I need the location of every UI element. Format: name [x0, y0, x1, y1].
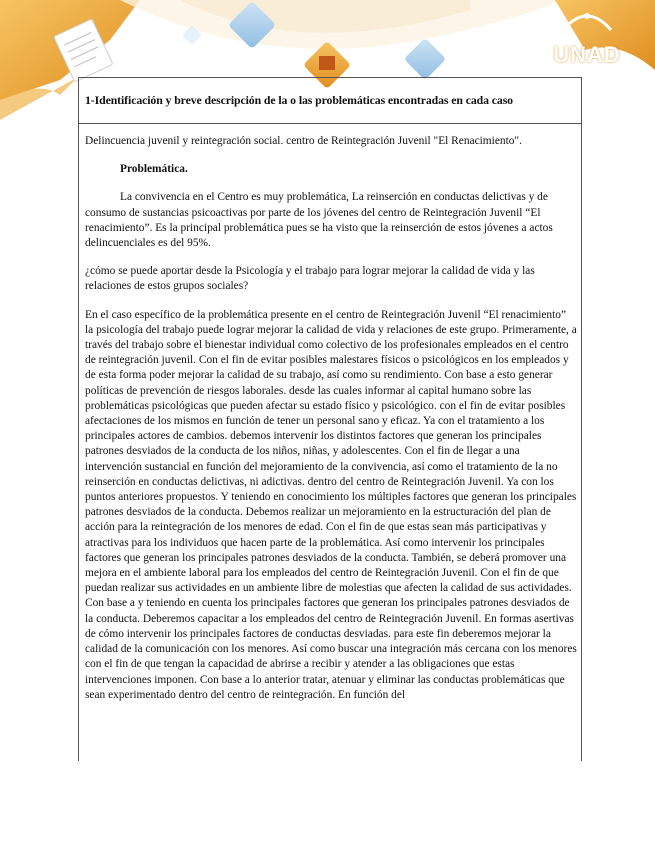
logo-subtitle-line2: Abierta y a Distancia	[561, 76, 613, 82]
document-frame	[78, 77, 582, 761]
logo-subtitle-line1: Universidad Nacional	[561, 69, 613, 75]
intro-text: Delincuencia juvenil y reintegración social. centro de Reintegración Juvenil "El Renacimiento".	[85, 135, 522, 147]
question-text: ¿cómo se puede aportar desde la Psicología y el trabajo para lograr mejorar la calidad de vida y las relaciones de estos grupos sociales?	[85, 265, 535, 293]
section-header	[79, 78, 581, 124]
document-body	[85, 134, 577, 703]
problem-heading: Problemática.	[120, 163, 188, 176]
problem-paragraph: La convivencia en el Centro es muy problemática, La reinserción en conductas delictivas y de consumo de sustancias psicoactivas por parte de los jóvenes del centro de Reintegración Juvenil “El renacimiento”. Es la principal problemática pues se ha visto que la reinserción de estos jóvenes a actos delincuenciales es del 95%.	[85, 191, 553, 250]
logo-arc-icon	[557, 8, 617, 32]
unad-logo	[547, 8, 627, 83]
analysis-paragraph: En el caso específico de la problemática presente en el centro de Reintegración Juvenil “El renacimiento” la psicología del trabajo puede lograr mejorar la calidad de vida y relaciones de este grupo. Primeramente, a través del trabajo sobre el bienestar individual como colectivo de los profesionales empleados en el centro de reintegración juvenil. Con el fin de evitar posibles malestares físicos o psicológicos en los empleados y de esta forma poder mejorar la calidad de su trabajo, así como su rendimiento. Con base a esto generar políticas de prevención de riesgos laborales. desde las cuales informar al capital humano sobre las problemáticas psicológicas que pueden afectar su estado físico y psicológico. con el fin de evitar posibles afectaciones de los mismos en función de tener un personal sano y eficaz. Ya con el tratamiento a los principales actores de cambios. debemos intervenir los distintos factores que generan los principales patrones desviados de la conducta de los niños, niñas, y adolescentes. Con el fin de llegar a una intervención sustancial en función del mejoramiento de la convivencia, así como el tratamiento de la no reinserción en conductas delictivas, ni adictivas. dentro del centro de Reintegración Juvenil. Ya con los puntos anteriores propuestos. Y teniendo en conocimiento los múltiples factores que generan los principales patrones desviados de la conducta. Debemos realizar un mejoramiento en la estructuración del plan de acción para la reintegración de los menores de edad. Con el fin de que estas sean más participativas y atractivas para los individuos que hacen parte de la problemática. Así como intervenir los principales factores que generan los principales patrones desviados de la conducta. También, se deberá promover una mejora en el ambiente laboral para los empleados del centro de Reintegración Juvenil. Con el fin de que puedan realizar sus actividades en un ambiente libre de molestias que afecten la calidad de sus actividades. Con base a y teniendo en cuenta los principales factores que generan los principales patrones desviados de la conducta. Deberemos capacitar a los empleados del centro de Reintegración Juvenil. En formas asertivas de cómo intervenir los principales factores de conductas desviadas. para este fin deberemos mejorar la calidad de la comunicación con los menores. Así como buscar una integración más cercana con los menores con el fin de que tengan la capacidad de abrirse a recibir y atender a las obligaciones que estas intervenciones imponen. Con base a lo anterior tratar, atenuar y eliminar las conductas problemáticas que sean experimentado dentro del centro de reintegración. En función del	[85, 308, 577, 701]
logo-wordmark: UNAD	[553, 42, 621, 67]
section-title: 1-Identificación y breve descripción de la o las problemáticas encontradas en cada caso	[85, 93, 513, 107]
